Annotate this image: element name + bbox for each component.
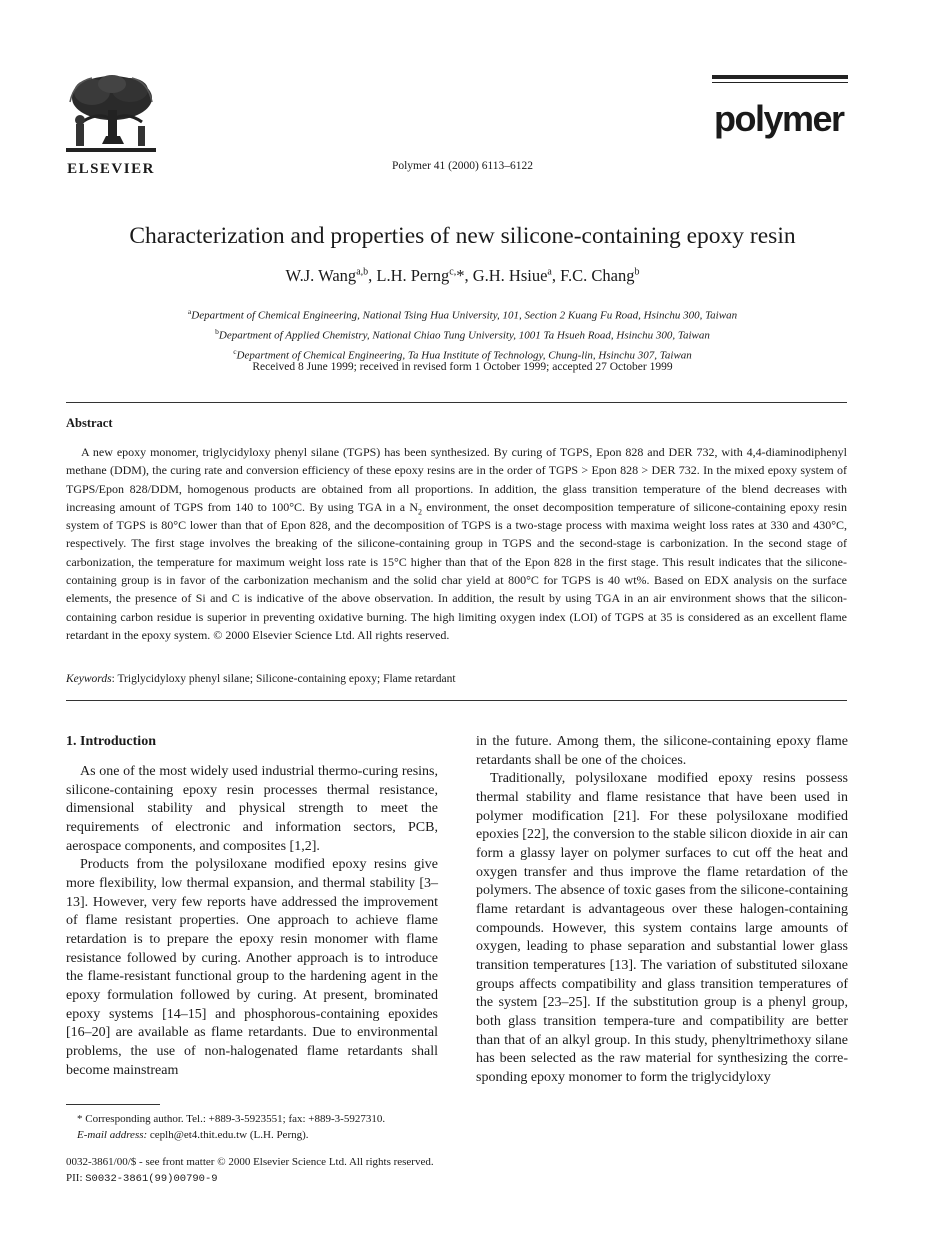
divider	[66, 402, 847, 403]
footnote-line	[66, 1111, 385, 1127]
elsevier-logo	[62, 72, 160, 177]
author-affil-marker: a	[547, 266, 552, 278]
affiliation-list	[0, 304, 925, 364]
author-separator: ,	[551, 266, 561, 285]
affiliation-marker: b	[215, 327, 219, 337]
author-name: G.H. Hsiue	[472, 266, 548, 285]
author-name: L.H. Perng	[376, 266, 450, 285]
author-separator: ,	[368, 266, 377, 285]
abstract-subscript: 2	[418, 507, 422, 517]
author-affil-marker: c,	[449, 266, 457, 278]
keywords-list: : Triglycidyloxy phenyl silane; Silicone-containing epoxy; Flame retardant	[111, 673, 456, 685]
email-address[interactable]: ceplh@et4.thit.edu.tw (L.H. Perng).	[147, 1129, 309, 1141]
pii-label: PII:	[66, 1172, 86, 1184]
keywords-label: Keywords	[66, 673, 112, 685]
journal-citation: Polymer 41 (2000) 6113–6122	[391, 160, 534, 172]
email-label: E-mail address:	[77, 1129, 148, 1141]
journal-masthead	[712, 75, 848, 137]
author-name: F.C. Chang	[560, 266, 635, 285]
affiliation	[0, 304, 925, 324]
section-heading: 1. Introduction	[66, 734, 156, 749]
elsevier-tree-icon	[62, 72, 160, 156]
divider	[66, 700, 847, 701]
affiliation-text: Department of Chemical Engineering, National Tsing Hua University, 101, Section 2 Kuang Fu Road, Hsinchu 300, Taiwan	[191, 309, 738, 322]
affiliation-text: Department of Applied Chemistry, National Chiao Tung University, 1001 Ta Hsueh Road, Hsinchu 300, Taiwan	[218, 329, 710, 342]
paragraph: in the future. Among them, the silicone-containing epoxy flame retardants shall be one of the choices.	[476, 734, 848, 768]
keywords	[66, 673, 456, 685]
affiliation-marker: a	[187, 307, 192, 316]
affiliation	[0, 324, 925, 344]
abstract-text-part: environment, the onset decomposition temperature of silicone-containing epoxy resin system of TGPS is 80°C lower than that of Epon 828, and the decomposition of TGPS is a two-stage process with maxima weight loss rates at 330 and 430°C, respectively. The first stage involves the breaking of the silicone-containing group in TGPS and the second-stage is carbonization. In the second stage of carbonization, the temperature for maximum weight loss rate is 15°C higher than that of the Epon 828 in the first stage. This result indicates that the silicone-containing group is in favor of the carbonization mechanism and the solid char yield at 800°C for TGPS is 40 wt%. Based on EDX analysis on the surface elements, the presence of Si and C is indicative of the above observation. In addition, the result by using TGA in an air environment shows that the silicon-containing carbon residue is superior in preventing oxidative burning. The high limiting oxygen index (LOI) of TGPS at 35 is considered as an excellent flame retardant in the epoxy system. © 2000 Elsevier Science Ltd. All rights reserved.	[66, 499, 847, 642]
paragraph: Traditionally, polysiloxane modified epoxy resins possess thermal stability and flame resistance that have been used in polymer modification [21]. For these polysiloxane modified epoxies [22], the conversion to the stable silicon dioxide in air can form a glassy layer on polymer surfaces to cut off the heat and oxygen transfer and thus improve the flame retardation of the polymers. The absence of toxic gases from the silicone-containing flame retardant is advantageous over these halogen-containing compounds. However, this system contains large amounts of oxygen, leading to phase separation and substantial lower glass transition temperatures [13]. The variation of substituted siloxane groups affects compatibility and glass transition temperatures of the system [23–25]. If the substitution group is a phenyl group, both glass transition tempera-ture and compatibility are better than that of an alkyl group. In this study, phenyltrimethoxy silane has been selected as the raw material for synthesizing the corre-sponding epoxy monomer to form the triglycidyloxy	[476, 771, 848, 1085]
affiliation-marker: c	[233, 347, 237, 357]
abstract-text-part: A new epoxy monomer, triglycidyloxy phenyl silane (TGPS) has been synthesized. By curing of TGPS, Epon 828 and DER 732, with 4,4-diaminodiphenyl methane (DDM), the curing rate and conversion efficiency of these epoxy resins are in the order of TGPS > Epon 828 > DER 732. In the mixed epoxy system of TGPS/Epon 828/DDM, homogenous products are obtained from all proportions. In addition, the glass transition temperature of the blend decreases with increasing amount of TGPS from 140 to 100°C. By using TGA in a N	[66, 445, 847, 514]
author-separator: ,	[464, 266, 473, 285]
footnote	[66, 1111, 385, 1143]
author-list	[0, 266, 925, 286]
column-left	[66, 733, 438, 1080]
pii-line	[66, 1170, 434, 1187]
abstract-heading: Abstract	[66, 416, 113, 430]
abstract-text	[66, 443, 847, 644]
author-affil-marker: a,b	[356, 266, 369, 278]
author-name: W.J. Wang	[285, 266, 357, 285]
corresponding-star: *	[456, 266, 465, 285]
paragraph: Products from the polysiloxane modified epoxy resins give more flexibility, low thermal expansion, and thermal stability [3–13]. However, very few reports have addressed the improvement of flame resistant properties. One approach to achieve flame retardation is to prepare the epoxy resin monomer with flame resistance followed by curing. Another approach is to introduce the flame-resistant functional group to the hardening agent in the epoxy formulation followed by curing. At present, brominated epoxy systems [14–15] and phosphorous-containing epoxides [16–20] are available as flame retardants. Due to environmental problems, the use of non-halogenated flame retardants shall become mainstream	[66, 857, 438, 1078]
author-affil-marker: b	[634, 266, 640, 278]
masthead-rule-thin	[712, 82, 848, 83]
affiliation-text: Department of Chemical Engineering, Ta Hua Institute of Technology, Chung-lin, Hsinchu 307, Taiwan	[236, 349, 692, 362]
received-dates: Received 8 June 1999; received in revised form 1 October 1999; accepted 27 October 1999	[252, 361, 673, 373]
article-title: Characterization and properties of new silicone-containing epoxy resin	[129, 223, 796, 249]
footnote-line	[66, 1127, 385, 1143]
footnote-rule	[66, 1104, 160, 1105]
corresponding-author-info: Corresponding author. Tel.: +889-3-5923551; fax: +889-3-5927310.	[82, 1113, 386, 1125]
column-right	[476, 733, 848, 1087]
paragraph: As one of the most widely used industrial thermo-curing resins, silicone-containing epoxy resin processes thermal resistance, dimensional stability and physical strength to meet the requirements of electronic and information sectors, PCB, aerospace components, and composites [1,2].	[66, 764, 438, 854]
publisher-name: ELSEVIER	[67, 161, 155, 177]
footnote-star: *	[77, 1113, 83, 1125]
front-matter	[66, 1154, 434, 1187]
masthead-rule-thick	[712, 75, 848, 79]
issn-line: 0032-3861/00/$ - see front matter © 2000 Elsevier Science Ltd. All rights reserved.	[66, 1156, 434, 1168]
pii-value: S0032-3861(99)00790-9	[85, 1173, 218, 1185]
journal-name: polymer	[714, 98, 844, 139]
